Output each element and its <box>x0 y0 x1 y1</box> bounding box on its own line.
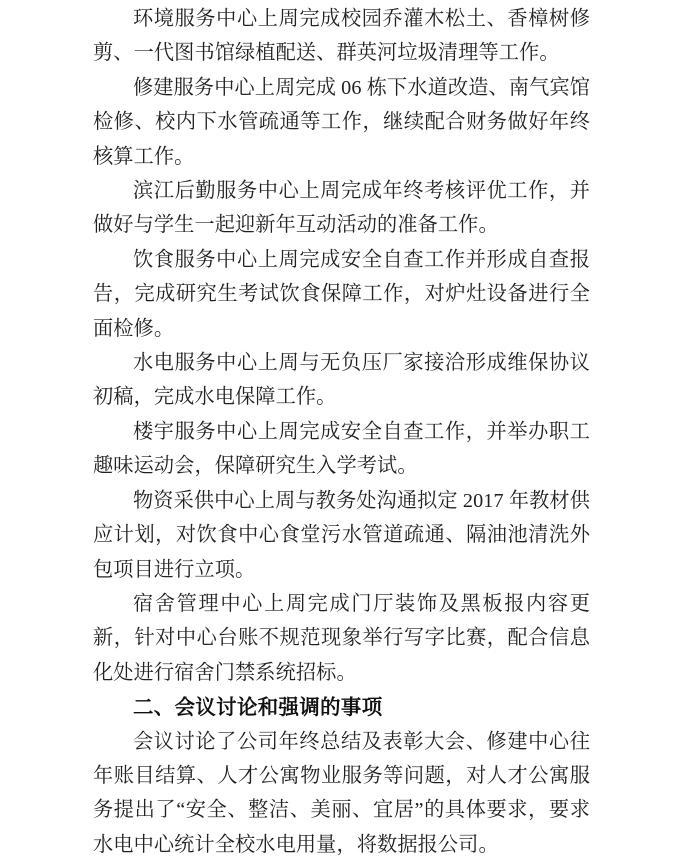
paragraph-construction-service-center: 修建服务中心上周完成 06 栋下水道改造、南气宾馆检修、校内下水管疏通等工作，继续配合财务做好年终核算工作。 <box>93 76 590 168</box>
paragraph-meeting-discussion-summary: 会议讨论了公司年终总结及表彰大会、修建中心往年账目结算、人才公寓物业服务等问题，对人才公寓服务提出了“安全、整洁、美丽、宜居”的具体要求，要求水电中心统计全校水电用量，将数据报公司。 <box>93 730 590 856</box>
paragraph-building-service-center: 楼宇服务中心上周完成安全自查工作，并举办职工趣味运动会，保障研究生入学考试。 <box>93 420 590 478</box>
paragraph-dormitory-management-center: 宿舍管理中心上周完成门厅装饰及黑板报内容更新，针对中心台账不规范现象举行写字比赛，配合信息化处进行宿舍门禁系统招标。 <box>93 592 590 684</box>
paragraph-catering-service-center: 饮食服务中心上周完成安全自查工作并形成自查报告，完成研究生考试饮食保障工作，对炉灶设备进行全面检修。 <box>93 248 590 340</box>
document-text-column <box>93 2 590 862</box>
paragraph-water-electricity-service-center: 水电服务中心上周与无负压厂家接洽形成维保协议初稿，完成水电保障工作。 <box>93 352 590 409</box>
paragraph-binjiang-logistics-service-center: 滨江后勤服务中心上周完成年终考核评优工作，并做好与学生一起迎新年互动活动的准备工作。 <box>93 180 590 237</box>
paragraph-environment-service-center: 环境服务中心上周完成校园乔灌木松土、香樟树修剪、一代图书馆绿植配送、群英河垃圾清理等工作。 <box>93 8 590 65</box>
heading-section-two: 二、会议讨论和强调的事项 <box>133 695 383 720</box>
paragraph-materials-procurement-center: 物资采供中心上周与教务处沟通拟定 2017 年教材供应计划，对饮食中心食堂污水管道疏通、隔油池清洗外包项目进行立项。 <box>93 489 590 581</box>
